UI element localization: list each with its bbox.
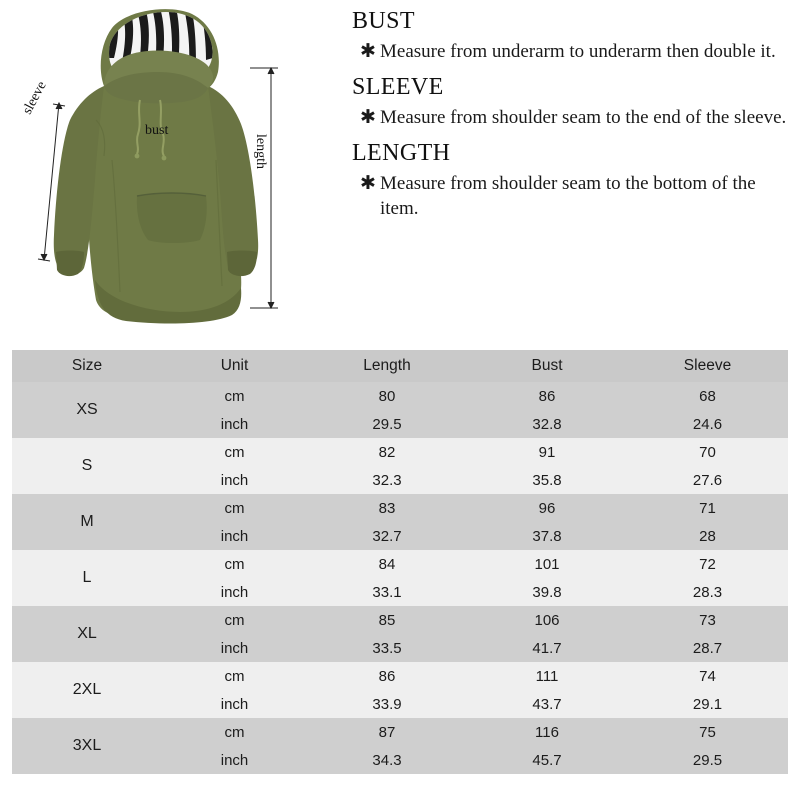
cell-unit: cm <box>162 606 307 634</box>
cell-length: 34.3 <box>307 746 467 774</box>
cell-sleeve: 29.1 <box>627 690 788 718</box>
drawstring-tip-right <box>162 156 167 161</box>
cell-unit: cm <box>162 662 307 690</box>
cell-sleeve: 70 <box>627 438 788 466</box>
cell-bust: 35.8 <box>467 466 627 494</box>
cell-bust: 96 <box>467 494 627 522</box>
cell-unit: inch <box>162 634 307 662</box>
instruction-text-length: Measure from shoulder seam to the bottom of the item. <box>380 173 756 220</box>
table-row <box>12 718 788 746</box>
cell-unit: inch <box>162 690 307 718</box>
cell-unit: cm <box>162 718 307 746</box>
cell-bust: 106 <box>467 606 627 634</box>
hoodie-body <box>54 6 258 323</box>
cell-size: 2XL <box>12 662 162 718</box>
table-row <box>12 606 788 634</box>
cell-length: 84 <box>307 550 467 578</box>
instruction-block-bust <box>352 8 792 64</box>
instruction-heading-bust: BUST <box>352 8 415 34</box>
asterisk-icon: ✱ <box>360 173 376 195</box>
cell-bust: 91 <box>467 438 627 466</box>
instruction-line-sleeve <box>352 105 792 130</box>
instruction-line-length <box>352 171 792 221</box>
instruction-block-length <box>352 140 792 221</box>
cell-bust: 116 <box>467 718 627 746</box>
hoodie-svg <box>0 0 340 345</box>
cell-sleeve: 75 <box>627 718 788 746</box>
cell-bust: 39.8 <box>467 578 627 606</box>
cell-unit: inch <box>162 466 307 494</box>
cell-bust: 86 <box>467 382 627 410</box>
garment-illustration <box>0 0 340 345</box>
bust-label: bust <box>145 123 169 138</box>
drawstring-tip-left <box>135 154 140 159</box>
asterisk-icon: ✱ <box>360 41 376 62</box>
instruction-text-bust: Measure from underarm to underarm then double it. <box>380 41 776 62</box>
cell-length: 86 <box>307 662 467 690</box>
cell-unit: inch <box>162 410 307 438</box>
cell-bust: 43.7 <box>467 690 627 718</box>
cell-bust: 101 <box>467 550 627 578</box>
cell-unit: cm <box>162 382 307 410</box>
cell-length: 33.9 <box>307 690 467 718</box>
cell-sleeve: 28 <box>627 522 788 550</box>
cell-sleeve: 24.6 <box>627 410 788 438</box>
cell-size: M <box>12 494 162 550</box>
cell-sleeve: 28.7 <box>627 634 788 662</box>
asterisk-icon: ✱ <box>360 107 376 129</box>
column-header-bust: Bust <box>467 350 627 382</box>
cell-bust: 32.8 <box>467 410 627 438</box>
sleeve-label: sleeve <box>20 79 50 118</box>
length-label: length <box>253 134 268 169</box>
cell-length: 87 <box>307 718 467 746</box>
cell-unit: cm <box>162 550 307 578</box>
size-table <box>12 350 788 774</box>
length-measure-arrow <box>250 68 278 308</box>
cell-length: 85 <box>307 606 467 634</box>
cell-size: XL <box>12 606 162 662</box>
cell-sleeve: 74 <box>627 662 788 690</box>
cell-length: 33.5 <box>307 634 467 662</box>
cell-size: 3XL <box>12 718 162 774</box>
table-body <box>12 382 788 774</box>
column-header-length: Length <box>307 350 467 382</box>
column-header-size: Size <box>12 350 162 382</box>
column-header-unit: Unit <box>162 350 307 382</box>
cell-length: 29.5 <box>307 410 467 438</box>
instruction-text-sleeve: Measure from shoulder seam to the end of the sleeve. <box>380 107 787 129</box>
cell-length: 83 <box>307 494 467 522</box>
table-row <box>12 438 788 466</box>
cell-unit: cm <box>162 494 307 522</box>
instruction-line-bust <box>352 39 792 64</box>
cell-size: S <box>12 438 162 494</box>
cell-sleeve: 68 <box>627 382 788 410</box>
cell-unit: inch <box>162 746 307 774</box>
cell-unit: cm <box>162 438 307 466</box>
cell-bust: 41.7 <box>467 634 627 662</box>
instruction-block-sleeve <box>352 74 792 130</box>
cell-sleeve: 72 <box>627 550 788 578</box>
cell-bust: 111 <box>467 662 627 690</box>
cell-unit: inch <box>162 578 307 606</box>
measuring-instructions <box>352 8 792 231</box>
cell-bust: 45.7 <box>467 746 627 774</box>
cell-size: XS <box>12 382 162 438</box>
cell-length: 32.3 <box>307 466 467 494</box>
column-header-sleeve: Sleeve <box>627 350 788 382</box>
instruction-heading-sleeve: SLEEVE <box>352 74 444 101</box>
table-header-row <box>12 350 788 382</box>
cell-sleeve: 29.5 <box>627 746 788 774</box>
cell-length: 32.7 <box>307 522 467 550</box>
table-row <box>12 662 788 690</box>
cell-length: 80 <box>307 382 467 410</box>
table-row <box>12 550 788 578</box>
table-row <box>12 382 788 410</box>
instruction-heading-length: LENGTH <box>352 140 451 167</box>
cell-sleeve: 71 <box>627 494 788 522</box>
cell-bust: 37.8 <box>467 522 627 550</box>
table-row <box>12 494 788 522</box>
cell-size: L <box>12 550 162 606</box>
cell-sleeve: 27.6 <box>627 466 788 494</box>
cell-sleeve: 28.3 <box>627 578 788 606</box>
cell-unit: inch <box>162 522 307 550</box>
cell-length: 82 <box>307 438 467 466</box>
cell-length: 33.1 <box>307 578 467 606</box>
top-section <box>0 0 800 345</box>
cell-sleeve: 73 <box>627 606 788 634</box>
